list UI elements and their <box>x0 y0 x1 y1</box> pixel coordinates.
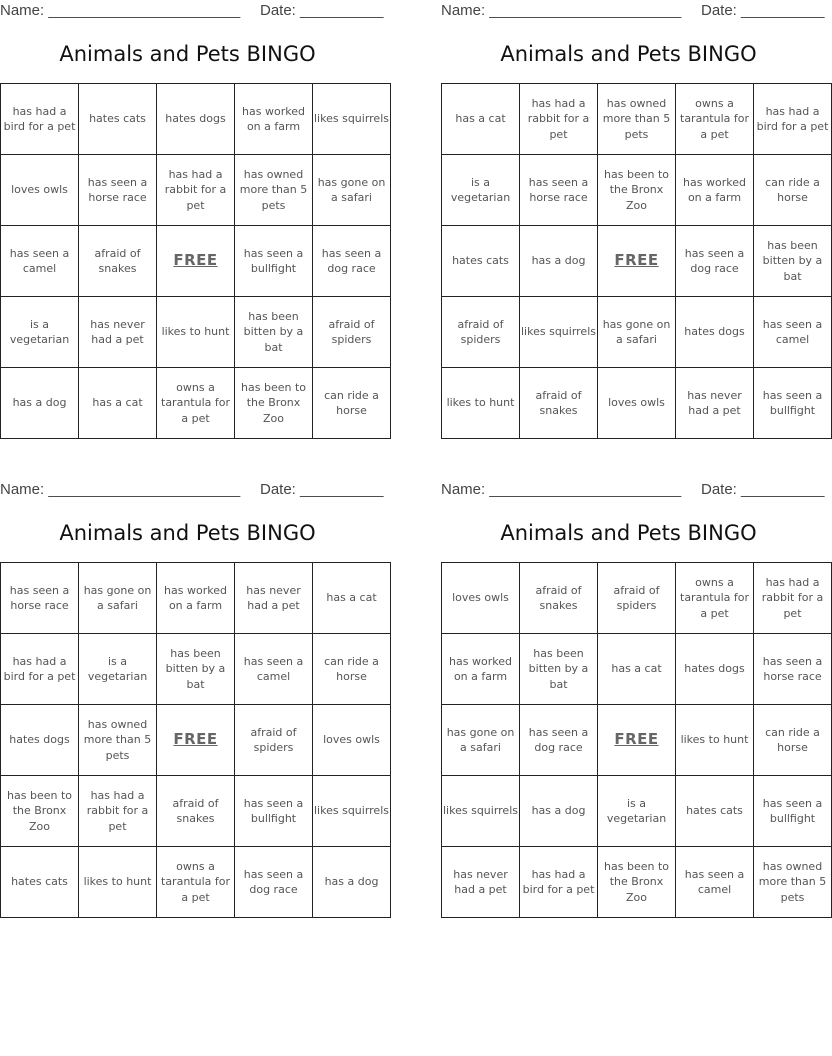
bingo-cell: has a dog <box>1 368 79 439</box>
date-field-label: Date: __________ <box>701 2 825 19</box>
bingo-cell: has owned more than 5 pets <box>235 155 313 226</box>
bingo-cell: can ride a horse <box>313 634 391 705</box>
card-title: Animals and Pets BINGO <box>500 42 757 66</box>
date-field-label: Date: __________ <box>260 2 384 19</box>
bingo-cell: has had a bird for a pet <box>754 84 832 155</box>
name-field-label: Name: _______________________ <box>0 481 241 498</box>
name-field-label: Name: _______________________ <box>0 2 241 19</box>
bingo-cell: has been to the Bronx Zoo <box>598 847 676 918</box>
bingo-cell: likes to hunt <box>442 368 520 439</box>
name-field-label: Name: _______________________ <box>441 2 682 19</box>
bingo-cell: owns a tarantula for a pet <box>157 368 235 439</box>
bingo-cell: has a cat <box>598 634 676 705</box>
bingo-cell: has never had a pet <box>79 297 157 368</box>
bingo-cell: hates cats <box>1 847 79 918</box>
bingo-cell: afraid of snakes <box>79 226 157 297</box>
bingo-cell: is a vegetarian <box>1 297 79 368</box>
bingo-cell: is a vegetarian <box>79 634 157 705</box>
bingo-cell: loves owls <box>598 368 676 439</box>
free-space-cell: FREE <box>157 705 235 776</box>
bingo-cell: has been bitten by a bat <box>157 634 235 705</box>
bingo-cell: loves owls <box>1 155 79 226</box>
bingo-cell: is a vegetarian <box>442 155 520 226</box>
name-field-label: Name: _______________________ <box>441 481 682 498</box>
bingo-cell: afraid of spiders <box>235 705 313 776</box>
bingo-cell: has seen a horse race <box>520 155 598 226</box>
bingo-cell: has seen a dog race <box>676 226 754 297</box>
bingo-cell: likes squirrels <box>313 776 391 847</box>
card-title: Animals and Pets BINGO <box>59 521 316 545</box>
bingo-cell: has seen a horse race <box>79 155 157 226</box>
bingo-cell: can ride a horse <box>754 155 832 226</box>
bingo-cell: has seen a bullfight <box>235 776 313 847</box>
bingo-cell: has been to the Bronx Zoo <box>235 368 313 439</box>
bingo-cell: has seen a dog race <box>520 705 598 776</box>
bingo-cell: has seen a camel <box>1 226 79 297</box>
bingo-cell: afraid of spiders <box>598 563 676 634</box>
bingo-cell: likes squirrels <box>442 776 520 847</box>
bingo-cell: has seen a horse race <box>1 563 79 634</box>
bingo-cell: has had a rabbit for a pet <box>157 155 235 226</box>
bingo-cell: has seen a dog race <box>235 847 313 918</box>
bingo-cell: can ride a horse <box>313 368 391 439</box>
bingo-cell: hates dogs <box>676 297 754 368</box>
bingo-cell: has gone on a safari <box>442 705 520 776</box>
bingo-cell: has seen a camel <box>235 634 313 705</box>
bingo-cell: afraid of snakes <box>520 563 598 634</box>
bingo-cell: afraid of snakes <box>157 776 235 847</box>
bingo-cell: has a dog <box>520 226 598 297</box>
bingo-cell: has seen a bullfight <box>754 776 832 847</box>
bingo-grid <box>0 562 391 918</box>
bingo-cell: has had a bird for a pet <box>1 84 79 155</box>
bingo-cell: has seen a camel <box>754 297 832 368</box>
bingo-cell: has a dog <box>313 847 391 918</box>
free-space-cell: FREE <box>157 226 235 297</box>
bingo-cell: hates dogs <box>676 634 754 705</box>
free-space-cell: FREE <box>598 226 676 297</box>
bingo-cell: hates cats <box>79 84 157 155</box>
bingo-cell: is a vegetarian <box>598 776 676 847</box>
bingo-cell: has owned more than 5 pets <box>79 705 157 776</box>
bingo-cell: has gone on a safari <box>598 297 676 368</box>
bingo-cell: loves owls <box>313 705 391 776</box>
card-title: Animals and Pets BINGO <box>59 42 316 66</box>
bingo-cell: hates dogs <box>157 84 235 155</box>
bingo-cell: has had a bird for a pet <box>1 634 79 705</box>
bingo-cell: has been bitten by a bat <box>235 297 313 368</box>
bingo-cell: has never had a pet <box>676 368 754 439</box>
bingo-cell: afraid of spiders <box>442 297 520 368</box>
free-space-cell: FREE <box>598 705 676 776</box>
bingo-cell: has seen a dog race <box>313 226 391 297</box>
bingo-cell: has had a rabbit for a pet <box>79 776 157 847</box>
bingo-cell: can ride a horse <box>754 705 832 776</box>
bingo-cell: has had a bird for a pet <box>520 847 598 918</box>
bingo-cell: has worked on a farm <box>442 634 520 705</box>
bingo-cell: has seen a bullfight <box>235 226 313 297</box>
bingo-cell: has gone on a safari <box>79 563 157 634</box>
bingo-cell: hates dogs <box>1 705 79 776</box>
bingo-cell: afraid of spiders <box>313 297 391 368</box>
bingo-cell: has seen a horse race <box>754 634 832 705</box>
card-title: Animals and Pets BINGO <box>500 521 757 545</box>
bingo-cell: has never had a pet <box>235 563 313 634</box>
bingo-cell: has seen a bullfight <box>754 368 832 439</box>
bingo-cell: loves owls <box>442 563 520 634</box>
bingo-cell: hates cats <box>442 226 520 297</box>
bingo-cell: has worked on a farm <box>235 84 313 155</box>
bingo-cell: has been bitten by a bat <box>754 226 832 297</box>
bingo-cell: owns a tarantula for a pet <box>676 563 754 634</box>
bingo-cell: has owned more than 5 pets <box>598 84 676 155</box>
bingo-cell: has had a rabbit for a pet <box>754 563 832 634</box>
bingo-cell: has worked on a farm <box>676 155 754 226</box>
bingo-cell: has never had a pet <box>442 847 520 918</box>
bingo-cell: has a cat <box>442 84 520 155</box>
bingo-grid <box>0 83 391 439</box>
bingo-cell: owns a tarantula for a pet <box>157 847 235 918</box>
date-field-label: Date: __________ <box>701 481 825 498</box>
bingo-cell: likes to hunt <box>676 705 754 776</box>
bingo-cell: likes to hunt <box>157 297 235 368</box>
bingo-cell: has been to the Bronx Zoo <box>1 776 79 847</box>
bingo-cell: has worked on a farm <box>157 563 235 634</box>
bingo-cell: has seen a camel <box>676 847 754 918</box>
bingo-cell: hates cats <box>676 776 754 847</box>
bingo-cell: has a dog <box>520 776 598 847</box>
bingo-cell: likes squirrels <box>520 297 598 368</box>
bingo-cell: has a cat <box>79 368 157 439</box>
bingo-cell: has been to the Bronx Zoo <box>598 155 676 226</box>
bingo-grid <box>441 562 832 918</box>
bingo-cell: has owned more than 5 pets <box>754 847 832 918</box>
bingo-cell: has gone on a safari <box>313 155 391 226</box>
bingo-cell: likes to hunt <box>79 847 157 918</box>
date-field-label: Date: __________ <box>260 481 384 498</box>
bingo-cell: owns a tarantula for a pet <box>676 84 754 155</box>
bingo-cell: afraid of snakes <box>520 368 598 439</box>
bingo-cell: has been bitten by a bat <box>520 634 598 705</box>
bingo-cell: has had a rabbit for a pet <box>520 84 598 155</box>
bingo-grid <box>441 83 832 439</box>
bingo-cell: has a cat <box>313 563 391 634</box>
bingo-cell: likes squirrels <box>313 84 391 155</box>
